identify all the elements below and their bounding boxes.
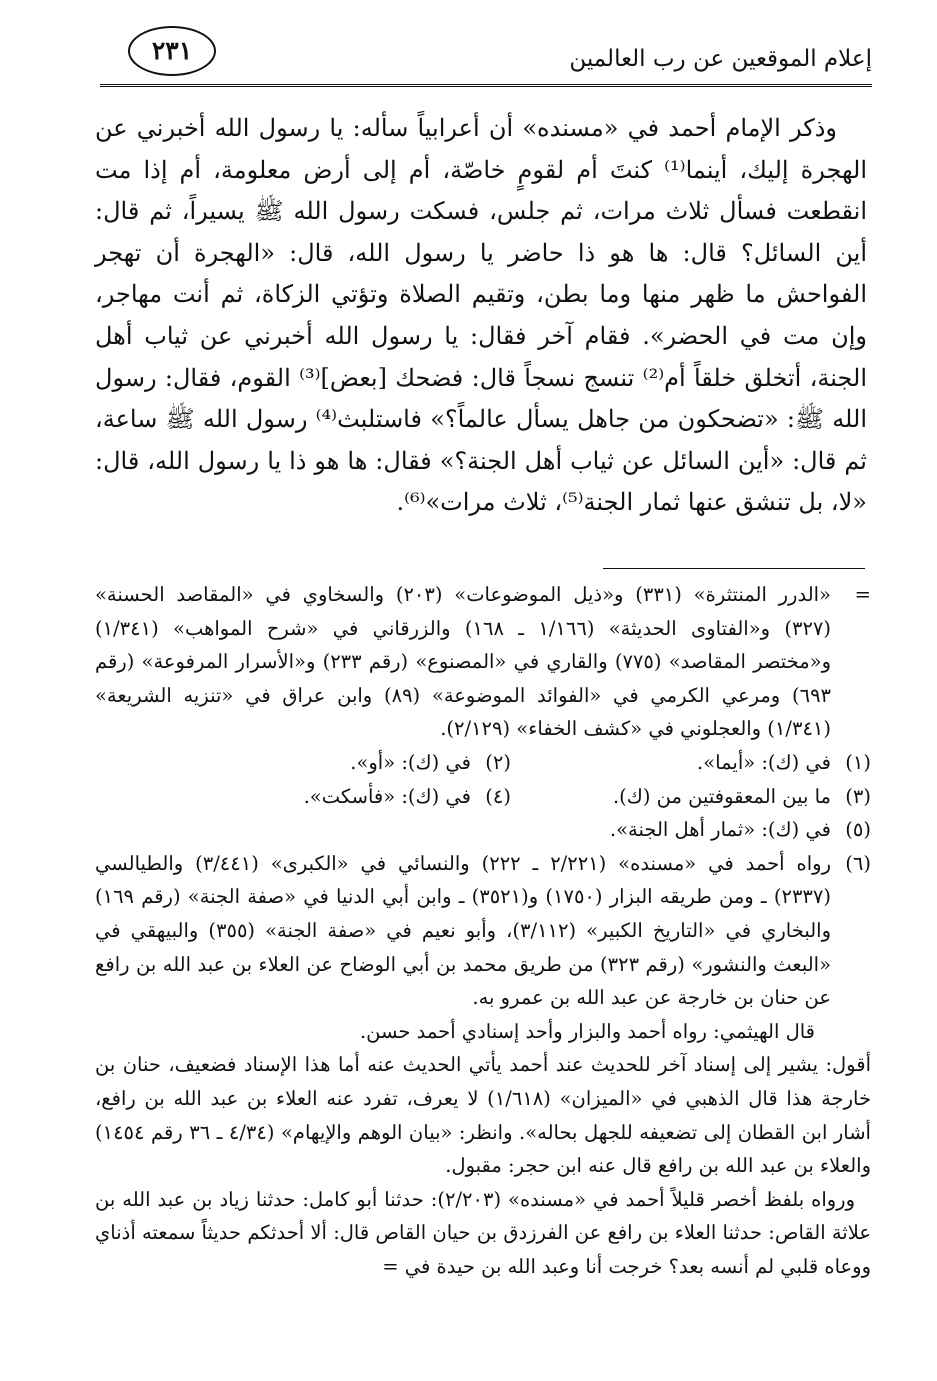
footnote-continuation bbox=[95, 578, 871, 746]
footnote-row-1-2 bbox=[95, 746, 871, 780]
footnote-haythami: قال الهيثمي: رواه أحمد والبزار وأحد إسنادي أحمد حسن. bbox=[359, 1019, 815, 1043]
footnote-text: رواه أحمد في «مسنده» (٢/٢٢١ ـ ٢٢٢) والنسائي في «الكبرى» (٣/٤٤١) والطيالسي (٢٣٣٧) ـ ومن طريقه البزار (١٧٥٠) و(٣٥٢١) ـ وابن أبي الدنيا في «صفة الجنة» (رقم ١٦٩) والبخاري في «التاريخ الكبير» (٣/١١٢)، وأبو نعيم في «صفة الجنة» (٣٥٥) والبيهقي في «البعث والنشور» (رقم ٣٢٣) من طريق محمد بن أبي الوضاح عن العلاء بن عبد الله بن رافع عن حنان بن خارجة عن عبد الله بن عمرو به. bbox=[95, 851, 832, 1010]
footnote-2 bbox=[151, 746, 511, 780]
footnotes bbox=[95, 578, 871, 1283]
main-paragraph: وذكر الإمام أحمد في «مسنده» أن أعرابياً سأله: يا رسول الله أخبرني عن الهجرة إليك، أينما⁽¹⁾ كنتَ أم لقومٍ خاصّة، أم إلى أرض معلومة، أم إذا مت انقطعت فسأل ثلاث مرات، ثم جلس، فسكت رسول الله ﷺ يسيراً، ثم قال: أين السائل؟ قال: ها هو ذا حاضر يا رسول الله، قال: «الهجرة أن تهجر الفواحش ما ظهر منها وما بطن، وتقيم الصلاة وتؤتي الزكاة، ثم أنت مهاجر، وإن مت في الحضر». فقام آخر فقال: يا رسول الله أخبرني عن ثياب أهل الجنة، أتخلق خلقاً أم⁽²⁾ تنسج نسجاً قال: فضحك [بعض]⁽³⁾ القوم، فقال: رسول الله ﷺ: «تضحكون من جاهل يسأل عالماً؟» فاستلبث⁽⁴⁾ رسول الله ﷺ ساعة، ثم قال: «أين السائل عن ثياب أهل الجنة؟» فقال: ها هو ذا يا رسول الله، قال: «لا، بل تنشق عنها ثمار الجنة⁽⁵⁾، ثلاث مرات»⁽⁶⁾. bbox=[95, 114, 868, 517]
book-title: إعلام الموقعين عن رب العالمين bbox=[569, 46, 872, 72]
page-number-badge: ٢٣١ bbox=[128, 26, 216, 76]
footnote-5 bbox=[95, 813, 871, 847]
header-rule bbox=[100, 84, 872, 87]
footnote-row-3-4 bbox=[95, 780, 871, 814]
footnote-number: (٢) bbox=[485, 750, 511, 774]
footnote-number: (٥) bbox=[845, 818, 871, 842]
footnote-number: (٤) bbox=[485, 784, 511, 808]
footnote-number: (١) bbox=[845, 750, 871, 774]
footnote-6 bbox=[95, 847, 871, 1049]
footnote-text: في (ك): «أو». bbox=[350, 750, 471, 774]
continuation-marker: = bbox=[854, 583, 871, 606]
footnote-separator bbox=[603, 568, 865, 569]
footnote-continuation-text: «الدرر المنتثرة» (٣٣١) و«ذيل الموضوعات» (٢٠٣) والسخاوي في «المقاصد الحسنة» (٣٢٧) و«الفتاوى الحديثة» (١/١٦٦ ـ ١٦٨) والزرقاني في «شرح المواهب» (١/٣٤١) و«مختصر المقاصد» (٧٧٥) والقاري في «المصنوع» (رقم ٢٣٣) و«الأسرار المرفوعة» (رقم ٦٩٣) ومرعي الكرمي في «الفوائد الموضوعة» (٨٩) وابن عراق في «تنزيه الشريعة» (١/٣٤١) والعجلوني في «كشف الخفاء» (٢/١٢٩). bbox=[95, 583, 832, 741]
footnote-text: في (ك): «أيما». bbox=[697, 750, 831, 774]
footnote-narration: ورواه بلفظ أخصر قليلاً أحمد في «مسنده» (٢/٢٠٣): حدثنا أبو كامل: حدثنا زياد بن عبد الله بن علاثة القاص: حدثنا العلاء بن رافع عن الفرزدق بن حيان القاص قال: ألا أحدثكم حديثاً سمعته أذناي ووعاه قلبي لم أنسه بعد؟ خرجت أنا وعبد الله بن حيدة في = bbox=[95, 1187, 871, 1278]
footnote-4 bbox=[151, 780, 511, 814]
footnote-text: في (ك): «فأسكت». bbox=[303, 784, 471, 808]
footnote-number: (٦) bbox=[845, 851, 871, 875]
footnote-text: ما بين المعقوفتين من (ك). bbox=[612, 784, 831, 808]
page-header bbox=[100, 36, 872, 90]
footnote-number: (٣) bbox=[845, 784, 871, 808]
main-text bbox=[95, 108, 867, 524]
footnote-1 bbox=[511, 746, 871, 780]
footnote-3 bbox=[511, 780, 871, 814]
footnote-commentary: أقول: يشير إلى إسناد آخر للحديث عند أحمد يأتي الحديث عنه أما هذا الإسناد فضعيف، حنان بن خارجة هذا قال الذهبي في «الميزان» (١/٦١٨) لا يعرف، تفرد عنه العلاء بن عبد الله بن رافع، أشار ابن القطان إلى تضعيفه للجهل بحاله». وانظر: «بيان الوهم والإيهام» (٤/٣٤ ـ ٣٦ رقم ١٤٥٤) والعلاء بن عبد الله بن رافع قال عنه ابن حجر: مقبول. bbox=[95, 1053, 871, 1178]
footnote-text: في (ك): «ثمار أهل الجنة». bbox=[609, 818, 831, 842]
